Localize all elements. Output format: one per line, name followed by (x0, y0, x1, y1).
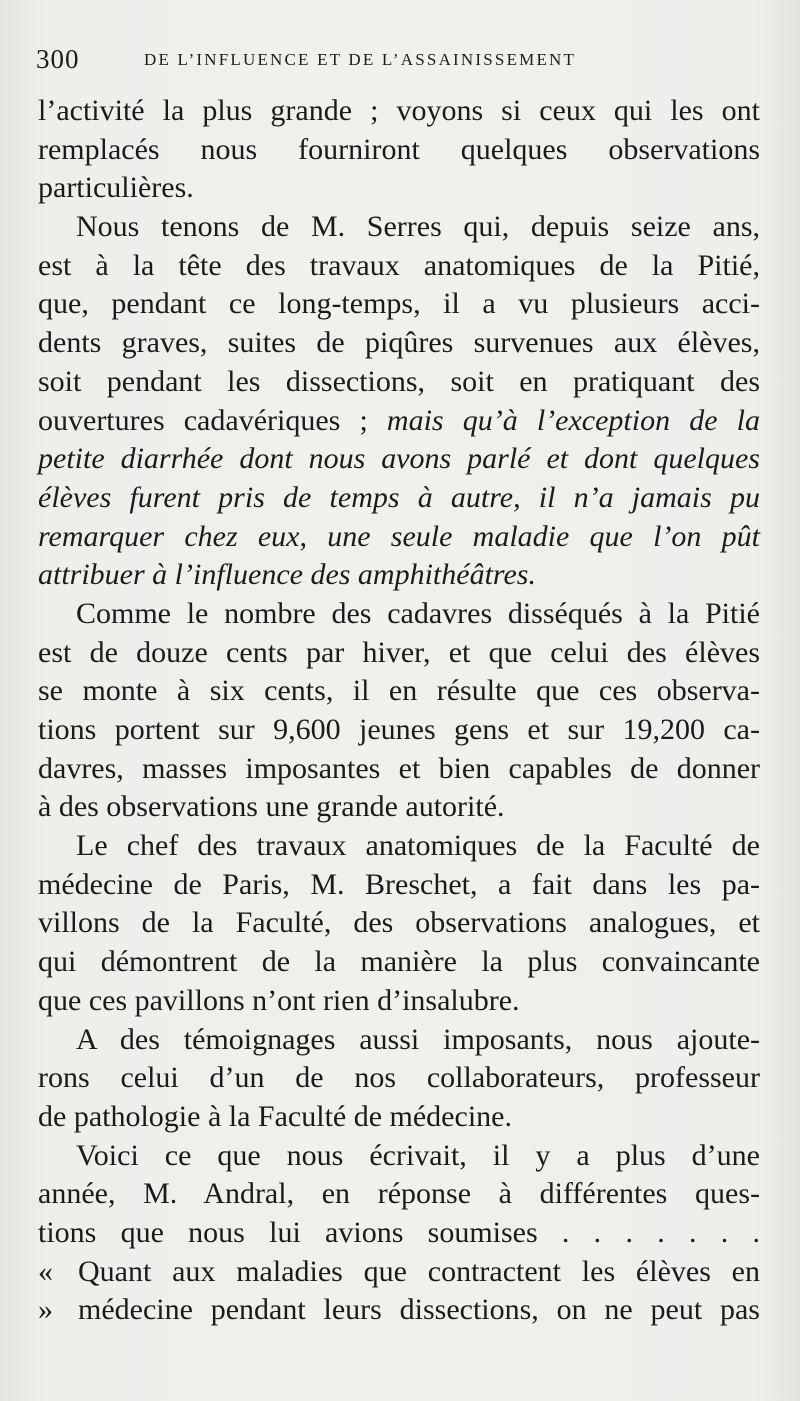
paragraph-start-line: Le chef des travaux anatomiques de la Faculté de (76, 829, 760, 863)
paragraph-start-line: Comme le nombre des cadavres disséqués à la Pitié (76, 596, 760, 630)
italic-text: attribuer à l’influence des amphithéâtres. (38, 558, 536, 592)
text-line (38, 518, 760, 557)
quote-line: « Quant aux maladies que contractent les élèves en (38, 1253, 760, 1292)
text-line: villons de la Faculté, des observations analogues, et (38, 906, 760, 940)
text-line: à des observations une grande autorité. (38, 790, 505, 824)
running-head: DE L’INFLUENCE ET DE L’ASSAINISSEMENT (144, 50, 577, 69)
page-header (36, 44, 756, 84)
text-line: dents graves, suites de piqûres survenues aux élèves, (38, 326, 760, 360)
paragraph-start-line: A des témoignages aussi imposants, nous ajoute- (76, 1022, 760, 1056)
page-number: 300 (36, 44, 80, 74)
text-line: rons celui d’un de nos collaborateurs, professeur (38, 1061, 760, 1095)
italic-text: petite diarrhée dont nous avons parlé et dont quelques (38, 442, 760, 476)
text-line: l’activité la plus grande ; voyons si ceux qui les ont (38, 94, 760, 127)
text-line: que ces pavillons n’ont rien d’insalubre. (38, 983, 520, 1017)
text-line: est à la tête des travaux anatomiques de la Pitié, (38, 248, 760, 282)
quote-mark: « (38, 1254, 53, 1288)
text-line: particulières. (38, 171, 194, 205)
text-line (38, 556, 760, 595)
text-line: davres, masses imposantes et bien capables de donner (38, 751, 760, 785)
text-line: année, M. Andral, en réponse à différentes ques- (38, 1177, 760, 1211)
quote-mark: » (38, 1293, 53, 1327)
paragraph-start-line: Voici ce que nous écrivait, il y a plus d’une (76, 1138, 760, 1172)
text-line: se monte à six cents, il en résulte que ces observa- (38, 674, 760, 708)
text-line (38, 440, 760, 479)
text-line: remplacés nous fourniront quelques observations (38, 132, 760, 166)
text-line: tions que nous lui avions soumises . . . . . . . (38, 1215, 760, 1249)
text-line: qui démontrent de la manière la plus convaincante (38, 945, 760, 979)
paragraph-start-line: Nous tenons de M. Serres qui, depuis seize ans, (76, 210, 760, 244)
quote-line: » médecine pendant leurs dissections, on ne peut pas (38, 1291, 760, 1330)
text-line: est de douze cents par hiver, et que celui des élèves (38, 635, 760, 669)
text-line: que, pendant ce long-temps, il a vu plusieurs acci- (38, 287, 760, 321)
text-line: soit pendant les dissections, soit en pratiquant des (38, 364, 760, 398)
text-line (38, 479, 760, 518)
italic-text: élèves furent pris de temps à autre, il n’a jamais pu (38, 480, 760, 514)
text-line: tions portent sur 9,600 jeunes gens et sur 19,200 ca- (38, 713, 760, 746)
text-line: ouvertures cadavériques ; mais qu’à l’exception de la (38, 403, 760, 437)
body-text (38, 92, 760, 1330)
italic-text: mais qu’à l’exception de la (386, 403, 760, 437)
italic-text: remarquer chez eux, une seule maladie que l’on pût (38, 519, 760, 553)
text-line: médecine de Paris, M. Breschet, a fait dans les pa- (38, 867, 760, 901)
text-line: de pathologie à la Faculté de médecine. (38, 1099, 512, 1133)
